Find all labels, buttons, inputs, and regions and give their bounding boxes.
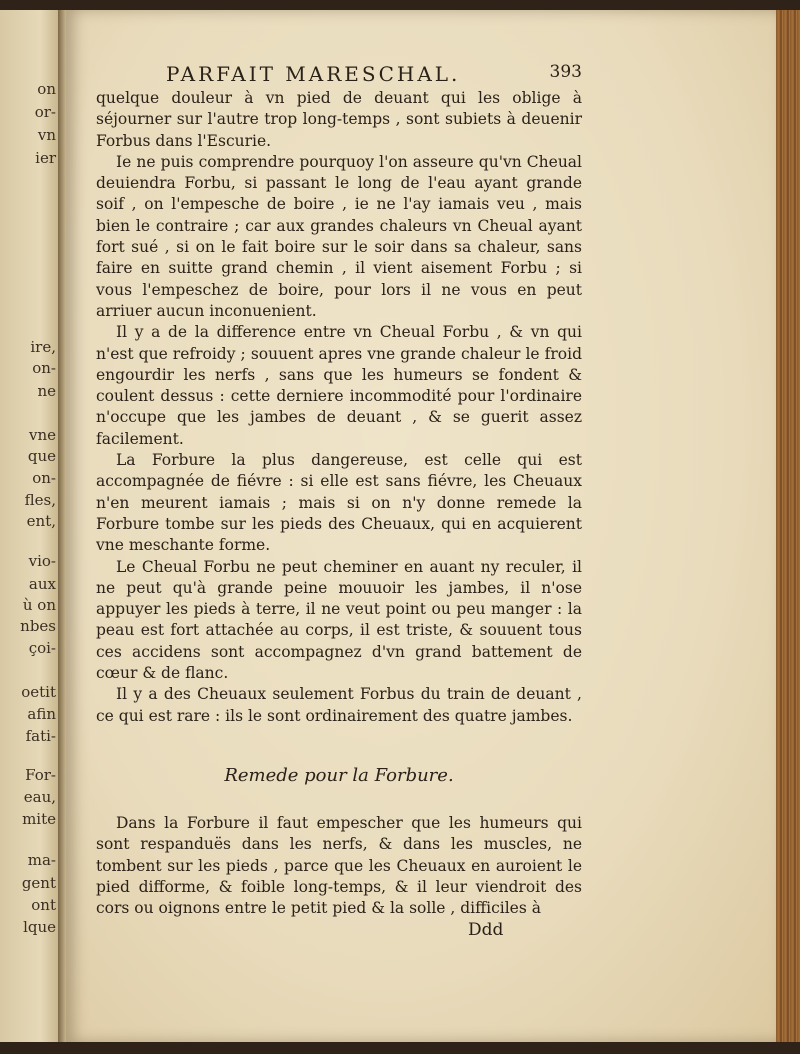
paragraph: quelque douleur à vn pied de deuant qui les oblige à séjourner sur l'autre trop long-temps , sont subiets à deuenir Forbus dans l'Escurie. bbox=[96, 89, 582, 150]
catchword: Ddd bbox=[468, 920, 504, 940]
facing-page-fragment: ne bbox=[37, 382, 56, 400]
facing-page-fragment: ier bbox=[35, 149, 56, 167]
facing-page-fragment: ent, bbox=[26, 512, 56, 530]
section-heading: Remede pour la Forbure. bbox=[224, 765, 454, 786]
facing-page-fragment: que bbox=[27, 447, 56, 465]
paragraph: Dans la Forbure il faut empescher que les humeurs qui sont respanduës dans les nerfs, & dans les muscles, ne tombent sur les pieds , parce que les Cheuaux en auroient le pied difforme, & foible long-temps, & il leur viendroit des cors ou oignons entre le petit pied & la solle , difficiles à bbox=[96, 814, 582, 918]
facing-page-fragment: For- bbox=[25, 766, 56, 784]
facing-page-fragment: gent bbox=[21, 874, 56, 892]
paragraph: Il y a des Cheuaux seulement Forbus du train de deuant , ce qui est rare : ils le sont ordinairement des quatre jambes. bbox=[96, 685, 582, 725]
page-number: 393 bbox=[549, 62, 582, 82]
page-header bbox=[96, 62, 582, 88]
facing-page-edge bbox=[0, 10, 59, 1042]
facing-page-fragment: or- bbox=[34, 103, 56, 121]
facing-page-fragment: mite bbox=[22, 810, 56, 828]
facing-page-fragment: aux bbox=[28, 575, 56, 593]
facing-page-fragment: oetit bbox=[21, 683, 56, 701]
facing-page-fragment: nbes bbox=[20, 617, 56, 635]
facing-page-fragment: on- bbox=[32, 359, 56, 377]
facing-page-fragment: vne bbox=[28, 426, 56, 444]
facing-page-fragment: fati- bbox=[25, 727, 56, 745]
paragraph: Le Cheual Forbu ne peut cheminer en auant ny reculer, il ne peut qu'à grande peine mouuoir les jambes, il n'ose appuyer les pieds à terre, il ne veut point ou peu manger : la peau est fort attachée au corps, il est triste, & souuent tous ces accidens sont accompagnez d'vn grand battement de cœur & de flanc. bbox=[96, 557, 582, 683]
facing-page-fragment: ma- bbox=[27, 851, 56, 869]
section-body bbox=[96, 813, 582, 919]
facing-page-fragment: on- bbox=[32, 469, 56, 487]
facing-page-fragment: fles, bbox=[24, 491, 56, 509]
running-head: PARFAIT MARESCHAL. bbox=[166, 62, 461, 86]
facing-page-fragment: ire, bbox=[30, 338, 56, 356]
facing-page-fragment: lque bbox=[23, 918, 56, 936]
facing-page-fragment: ont bbox=[31, 896, 56, 914]
facing-page-fragment: vio- bbox=[28, 552, 56, 570]
paragraph: Ie ne puis comprendre pourquoy l'on asseure qu'vn Cheual deuiendra Forbu, si passant le long de l'eau ayant grande soif , on l'empesche de boire , ie ne l'ay iamais veu , mais bien le contraire ; car aux grandes chaleurs vn Cheual ayant fort sué , si on le fait boire sur le soir dans sa chaleur, sans faire en suitte grand chemin , il vient aisement Forbu ; si vous l'empeschez de boire, pour lors il ne vous en peut arriuer aucun inconuenient. bbox=[96, 152, 582, 320]
book-gutter bbox=[58, 10, 66, 1042]
facing-page-fragment: eau, bbox=[23, 788, 56, 806]
facing-page-fragment: ù on bbox=[22, 596, 56, 614]
facing-page-fragment: afin bbox=[27, 705, 56, 723]
body-text bbox=[96, 88, 582, 727]
facing-page-fragment: on bbox=[37, 80, 56, 98]
book-spine-edge bbox=[776, 10, 800, 1042]
paragraph: La Forbure la plus dangereuse, est celle qui est accompagnée de fiévre : si elle est sans fiévre, les Cheuaux n'en meurent iamais ; mais si on n'y donne remede la Forbure tombe sur les pieds des Cheuaux, qui en acquierent vne meschante forme. bbox=[96, 451, 582, 555]
facing-page-fragment: çoi- bbox=[28, 639, 56, 657]
paragraph: Il y a de la difference entre vn Cheual Forbu , & vn qui n'est que refroidy ; souuent apres vne grande chaleur le froid engourdir les nerfs , sans que les humeurs se fondent & coulent dessus : cette derniere incommodité pour l'ordinaire n'occupe que les jambes de deuant , & se guerit assez facilement. bbox=[96, 323, 582, 448]
facing-page-fragment: vn bbox=[37, 126, 56, 144]
